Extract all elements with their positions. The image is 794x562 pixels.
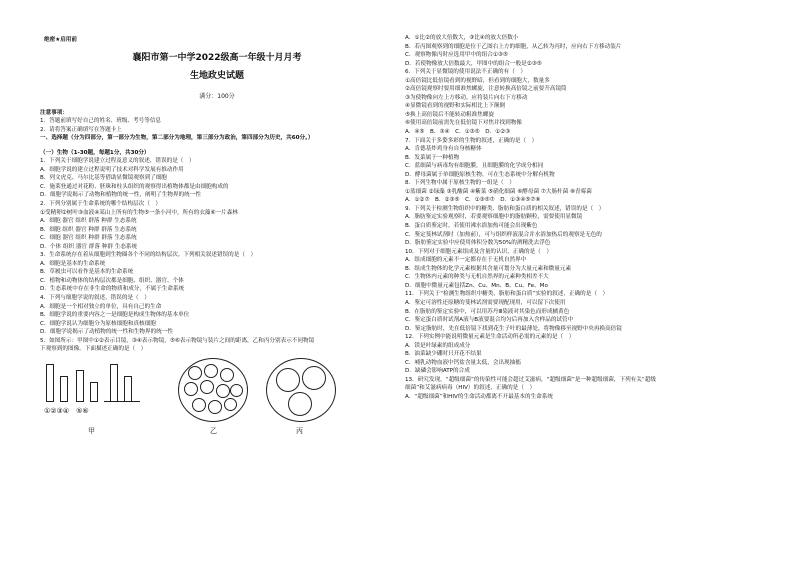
question-line: ①高倍镜比低倍镜看到的视野暗，但看到的细胞大，数量多 <box>405 77 550 84</box>
question-line: C．蓝细菌与病毒均有细胞膜，且细胞膜的化学成分相同 <box>405 163 544 170</box>
eyepiece-2 <box>60 376 68 402</box>
exam-title: 襄阳市第一中学2022级高一年级十月月考 <box>132 52 302 63</box>
cell-yi <box>184 382 198 396</box>
question-line: A．细胞 器官 组织 群落 种群 生态系统 <box>40 218 137 225</box>
cell-yi <box>224 398 237 411</box>
question-line: B．油菜缺少硼时只开花不结果 <box>405 351 482 358</box>
question-line: B．若丙图观察到的细胞是位于乙图右上方的细胞，从乙转为丙时，应向右下方移动装片 <box>405 43 622 50</box>
question-line: B．细胞 组织 器官 种群 群落 生态系统 <box>40 226 137 233</box>
cell-bing <box>302 366 326 390</box>
question-line: 2．下列分别属于生命系统的哪个结构层次（ ） <box>40 201 162 208</box>
section-heading: 一、选择题（分为四部分，第一部分为生物，第二部分为地理，第三部分为政治，第四部分为历史，共60分。） <box>40 135 314 142</box>
question-line: D．酵母菌属于单细胞原核生物，可在生态系统中分解有机物 <box>405 171 555 178</box>
figure-jia-numbers: ①②③④ ⑤⑥ <box>44 406 89 415</box>
question-line: D．个体 组织 器官 群落 种群 生态系统 <box>40 243 138 250</box>
secret-label: 绝密★启用前 <box>44 37 77 43</box>
question-line: B．列文虎克、马尔比基等借助显微镜观察到了细胞 <box>40 175 167 182</box>
question-line: ②高倍镜观察时要用细准焦螺旋，注意转换高倍镜之前要升高镜筒 <box>405 86 567 93</box>
right-column <box>405 34 757 402</box>
question-line: ⑤换上高倍镜后不能转动粗准焦螺旋 <box>405 111 494 118</box>
question-line: C．鉴定斐林试剂时（加热前），可与组织样液混合并水浴加热后的观察是无色的 <box>405 231 602 238</box>
microscope-figure <box>40 354 394 454</box>
question-line: D．细胞学说揭示了动物和植物的统一性，阐明了生物界的统一性 <box>40 192 201 199</box>
question-line: D．鉴定脂肪时，先在低倍镜下找到花生子叶的最薄处，将物像移至视野中央再换高倍镜 <box>405 325 622 332</box>
question-line: A．④⑤ B．③④ C．①③⑤ D．①②③ <box>405 129 511 136</box>
right-questions <box>405 34 757 402</box>
cell-yi <box>192 398 206 412</box>
distance-6 <box>124 376 132 401</box>
question-line: 9．下列关于检测生物组织中的糖类、脂肪和蛋白质的相关叙述，错误的是（ ） <box>405 205 605 212</box>
question-line: B．组成生物体的化学元素根据其含量可划分为大量元素和微量元素 <box>405 265 572 272</box>
question-line: 10．下列对于细胞元素组成及含量的认识，正确的是（ ） <box>405 248 552 255</box>
question-line: D．生态系统中存在非生命的物质和成分，不属于生命系统 <box>40 286 185 293</box>
question-line: 下观察到的图像。下面描述正确的是（ ） <box>40 346 147 353</box>
question-line: A．脂肪鉴定实验观察时，若要观察细胞中的脂肪颗粒，需要使用显微镜 <box>405 214 583 221</box>
question-line: ③为使物像向左上方移动，应将装片向右下方移动 <box>405 94 528 101</box>
question-line: 5．如图所示：甲图中①②表示目镜，③④表示物镜，⑤⑥表示物镜与装片之间的距离，乙和丙分别表示不同物镜 <box>40 337 315 344</box>
cell-yi <box>188 366 202 380</box>
figure-yi-label: 乙 <box>210 426 217 435</box>
question-line: A．镁是叶绿素的组成成分 <box>405 342 471 349</box>
question-line: 3．生命系统存在着从细胞到生物圈各个不同的结构层次。下列相关叙述错误的是（ ） <box>40 252 257 259</box>
question-line: 7．下面关于多姿多彩的生物的叙述，正确的是（ ） <box>405 137 538 144</box>
question-line: 12．下列实例中能说明微量元素是生命活动所必需的元素的是（ ） <box>405 334 575 341</box>
question-line: D．脂肪鉴定实验中应使用体积分数为50%的酒精洗去浮色 <box>405 240 551 247</box>
question-line: C．细胞 器官 组织 种群 群落 生态系统 <box>40 235 137 242</box>
cell-yi <box>204 364 218 378</box>
question-line: C．哺乳动物血液中钙盐含量太低，会出现抽搐 <box>405 359 521 366</box>
figure-jia-label: 甲 <box>88 426 95 435</box>
question-line: C．观察物像丙时应选用甲中的组合①③⑤ <box>405 52 508 59</box>
objective-4 <box>90 382 98 402</box>
question-line: D．细胞中微量元素包括Zn、Cu、Mn、B、Cu、Fe、Mo <box>405 282 548 289</box>
question-line: D．细胞学说揭示了动植物的统一性和生物界的统一性 <box>40 329 173 336</box>
question-line: B．发菜属于一种植物 <box>405 154 460 161</box>
question-line: B．在脂肪的鉴定实验中，可以用苏丹Ⅲ染液对其染色而形成橘黄色 <box>405 308 570 315</box>
notes-heading: 注意事项： <box>40 109 68 116</box>
question-line: A．细胞学说的建立过程说明了技术对科学发展有推动作用 <box>40 166 184 173</box>
question-line: B．蛋白质鉴定时，若使用沸水浴加热可能会出现紫色 <box>405 223 538 230</box>
cell-yi <box>200 380 214 394</box>
question-line: A．组成细胞的元素不一定都存在于无机自然界中 <box>405 257 527 264</box>
question-line: C．细胞学说认为细胞分为原核细胞和真核细胞 <box>40 320 156 327</box>
question-line: 细菌”和艾滋病病毒（HIV）的叙述，正确的是（ ） <box>405 385 536 392</box>
question-line: 8．下列生物中属于原核生物的一组是（ ） <box>405 180 515 187</box>
question-line: ⑥使用高倍镜前需先在低倍镜下对焦并找到物像 <box>405 120 522 127</box>
cell-yi <box>216 384 230 398</box>
question-line: B．草履虫可以看作是基本的生命系统 <box>40 269 134 276</box>
question-line: B．细胞学说的重要内容之一是细胞是构成生物体的基本单位 <box>40 312 190 319</box>
eyepiece-1 <box>46 364 54 402</box>
question-line: D．若使物像放大倍数最大，甲图中的组合一般是②③⑤ <box>405 60 542 67</box>
question-line: 11．下列关于“检测生物组织中糖类、脂肪和蛋白质”实验的叙述，正确的是（ ） <box>405 291 609 298</box>
cell-bing <box>288 392 312 416</box>
question-line: 13．研究发现，“超级细菌”的传染性可能会超过艾滋病，“超级细菌”是一种超级细菌，下列有关“超级 <box>405 376 656 383</box>
question-line: A．肯德基炸鸡身有自身核糖体 <box>405 146 482 153</box>
question-line: A．细胞是一个相对独立的单位，具有自己的生命 <box>40 303 162 310</box>
question-line: C．植物和动物体的结构层次都是细胞、组织、器官、个体 <box>40 277 184 284</box>
note-item: 1．答题前填写好自己的姓名、班级、考号等信息 <box>40 118 162 125</box>
question-line: A．“超级细菌”和HIV的生命活动都离不开最基本的生命系统 <box>405 393 553 400</box>
left-column <box>40 34 394 454</box>
left-questions <box>40 157 394 354</box>
objective-3 <box>76 370 84 402</box>
cell-yi <box>220 368 234 382</box>
question-line: C．生物体内元素的种类与无机自然界的元素种类相差不大 <box>405 274 549 281</box>
cell-yi <box>230 384 243 397</box>
exam-subtitle: 生地政史试题 <box>189 70 244 81</box>
note-item: 2．请将答案正确填写在答题卡上 <box>40 126 122 133</box>
question-line: 4．下列与细胞学说的叙述，错误的是（ ） <box>40 295 150 302</box>
stage-line <box>104 401 140 402</box>
question-line: D．缺磷会影响ATP的合成 <box>405 368 470 375</box>
question-line: 1．下列关于细胞学说建立过程及意义的叙述，错误的是（ ） <box>40 158 195 165</box>
distance-5 <box>110 364 118 401</box>
score-line: 满分：100分 <box>199 92 235 100</box>
question-line: A．①②⑦ B．②③⑤ C．①③⑤⑦ D．①③④⑤⑦⑧ <box>405 197 541 204</box>
question-line: C．鉴定蛋白质时试剂A液与B液要混合均匀后再加入含样品的试管中 <box>405 317 574 324</box>
section-subheading: （一）生物（1-30题，每题1分，共30分） <box>40 149 150 156</box>
figure-bing-label: 丙 <box>296 426 303 435</box>
cell-bing <box>276 368 300 392</box>
question-line: ①受精卵②树叶③血液④某山上所有的生物⑤一条小河中，所有的衣藻⑥一片森林 <box>40 209 238 216</box>
question-line: ①蓝细菌 ②绿藻 ③乳酸菌 ④紫菜 ⑤硝化细菌 ⑥酵母菌 ⑦大肠杆菌 ⑧青霉菌 <box>405 188 592 195</box>
question-line: A．鉴定可溶性还原糖的斐林试剂需要现配现用，可以留下次使用 <box>405 299 566 306</box>
question-line: A．细胞是基本的生命系统 <box>40 260 106 267</box>
question-line: 6．下列关于显微镜的使用说法不正确的有（ ） <box>405 69 527 76</box>
question-line: ④显微镜看到的视野和实际相比上下颠倒 <box>405 103 506 110</box>
question-line: C．施莱登通过对花粉、胚珠和柱头组织的观察得出植物体都是由细胞构成的 <box>40 183 229 190</box>
cell-yi <box>208 400 222 414</box>
question-line: A．①比②的放大倍数大，③比④的放大倍数小 <box>405 35 519 41</box>
